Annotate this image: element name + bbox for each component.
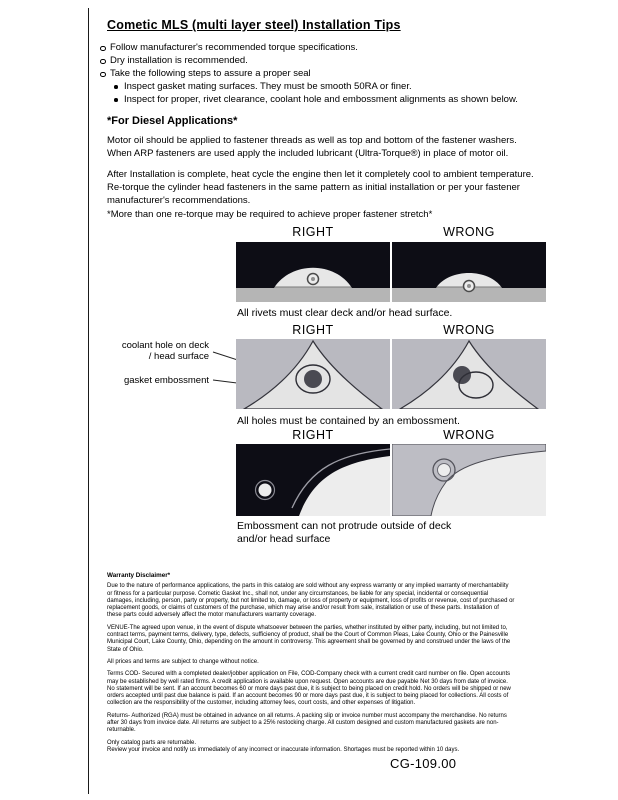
rivet-right-image bbox=[236, 242, 390, 302]
embossment-right-image bbox=[236, 444, 390, 516]
bolt-hole-icon bbox=[438, 464, 451, 477]
diesel-paragraph-2: After Installation is complete, heat cycle the engine then let it completely cool to ambient temperature. Re-torque the cylinder head fasteners in the same pattern as initial installation or per your fastener manufacturer's recommendations. bbox=[107, 169, 534, 206]
diesel-applications-heading: *For Diesel Applications* bbox=[107, 115, 238, 127]
row3-right-label: RIGHT bbox=[292, 428, 334, 442]
warranty-paragraph: Only catalog parts are returnable. bbox=[107, 739, 197, 746]
tip-subitem bbox=[113, 80, 548, 93]
rivet-wrong-svg bbox=[392, 242, 546, 302]
row2-right-label: RIGHT bbox=[292, 323, 334, 337]
warranty-paragraph: Due to the nature of performance applications, the parts in this catalog are sold without any express warranty or any implied warranty of merchantability or fitness for a particular purpose. Cometic Gasket Inc., shall not, under any circumstances, be liable for any special, incidental or consequential damages, including, person, party or property, but not limited to, damage, or loss of property or equipment, loss of profits or revenue, cost of purchased or replacement goods, or claims of customers of the purchase, which may arise and/or result from sale, installation or use of these parts. Installation of these parts could adversely affect the motor manufacturers warranty coverage. bbox=[107, 583, 515, 619]
tip-item bbox=[99, 41, 544, 54]
row2-wrong-label: WRONG bbox=[443, 323, 495, 337]
warranty-disclaimer bbox=[107, 572, 515, 759]
coolant-hole-icon bbox=[453, 366, 471, 384]
coolant-hole-right-svg bbox=[236, 339, 390, 409]
page-title: Cometic MLS (multi layer steel) Installation Tips bbox=[107, 18, 401, 32]
warranty-paragraph: Returns- Authorized (RGA) must be obtained in advance on all returns. A packing slip or invoice number must accompany the merchandise. No returns after 30 days from invoice date. All returns are subject to a 25% restocking charge. All custom designed and custom manufactured gaskets are non-returnable. bbox=[107, 712, 507, 734]
warranty-paragraph: All prices and terms are subject to change without notice. bbox=[107, 658, 259, 665]
row1-right-label: RIGHT bbox=[292, 225, 334, 239]
warranty-paragraph: VENUE-The agreed upon venue, in the event of dispute whatsoever between the parties, whether instituted by either party, including, but not limited to, contract terms, payment terms, delivery, type, defects, sufficiency of product, shall be the Court of Common Pleas, Lake County, Ohio or the Painesville Municipal Court, Lake County, Ohio, depending on the amount in controversy. This agreement shall be governed by and construed under the laws of the State of Ohio. bbox=[107, 624, 511, 653]
warranty-paragraph: Review your invoice and notify us immediately of any incorrect or inaccurate information. Shortages must be reported within 10 days. bbox=[107, 746, 460, 753]
coolant-hole-label: coolant hole on deck / head surface bbox=[121, 340, 209, 362]
coolant-hole-wrong-image bbox=[392, 339, 546, 409]
embossment-right-svg bbox=[236, 444, 390, 516]
tip-text: Take the following steps to assure a proper seal bbox=[110, 68, 311, 79]
tip-item bbox=[99, 67, 544, 80]
document-number: CG-109.00 bbox=[390, 756, 457, 771]
tip-text: Inspect for proper, rivet clearance, coolant hole and embossment alignments as shown below. bbox=[124, 94, 518, 105]
gasket-embossment-label: gasket embossment bbox=[123, 375, 209, 386]
warranty-heading: Warranty Disclaimer* bbox=[107, 572, 171, 579]
row3-caption: Embossment can not protrude outside of deck and/or head surface bbox=[237, 520, 452, 545]
embossment-wrong-image bbox=[392, 444, 546, 516]
retorque-note: *More than one re-torque may be required to achieve proper fastener stretch* bbox=[107, 209, 433, 220]
row1-caption: All rivets must clear deck and/or head surface. bbox=[237, 307, 453, 319]
embossment-wrong-svg bbox=[392, 444, 546, 516]
coolant-hole-right-image bbox=[236, 339, 390, 409]
tip-subitem bbox=[113, 93, 548, 106]
rivet-wrong-image bbox=[392, 242, 546, 302]
tip-text: Dry installation is recommended. bbox=[110, 55, 248, 66]
rivet-right-svg bbox=[236, 242, 390, 302]
tip-text: Inspect gasket mating surfaces. They must be smooth 50RA or finer. bbox=[124, 81, 412, 92]
coolant-hole-wrong-svg bbox=[392, 339, 546, 409]
warranty-paragraph: Terms COD- Secured with a completed dealer/jobber application on File, COD-Company check with a current credit card number on file. Open accounts may be established by well rated firms. A credit application is available upon request. Open accounts are due payable Net 30 days from date of invoice. No statement will be sent. If an account becomes 60 or more days past due, it is subject to being placed on credit hold. No orders will be shipped or new orders accepted until past due balance is paid. If an account becomes 90 or more days past due, it is subject to being placed for collections. All costs of collection are the responsibility of the customer, including attorney fees, court costs, and other expenses of litigation. bbox=[107, 671, 511, 707]
row3-wrong-label: WRONG bbox=[443, 428, 495, 442]
bolt-hole-icon bbox=[259, 484, 272, 497]
coolant-hole-icon bbox=[304, 370, 322, 388]
left-margin-rule bbox=[88, 8, 89, 794]
tip-text: Follow manufacturer's recommended torque specifications. bbox=[110, 42, 358, 53]
row2-caption: All holes must be contained by an embossment. bbox=[237, 415, 460, 427]
diesel-paragraph-1: Motor oil should be applied to fastener threads as well as top and bottom of the fastener washers. When ARP fasteners are used apply the included lubricant (Ultra-Torque®) in place of motor oil. bbox=[107, 135, 517, 159]
tips-list bbox=[99, 41, 544, 80]
tips-sublist bbox=[113, 80, 548, 106]
tip-item bbox=[99, 54, 544, 67]
row1-wrong-label: WRONG bbox=[443, 225, 495, 239]
